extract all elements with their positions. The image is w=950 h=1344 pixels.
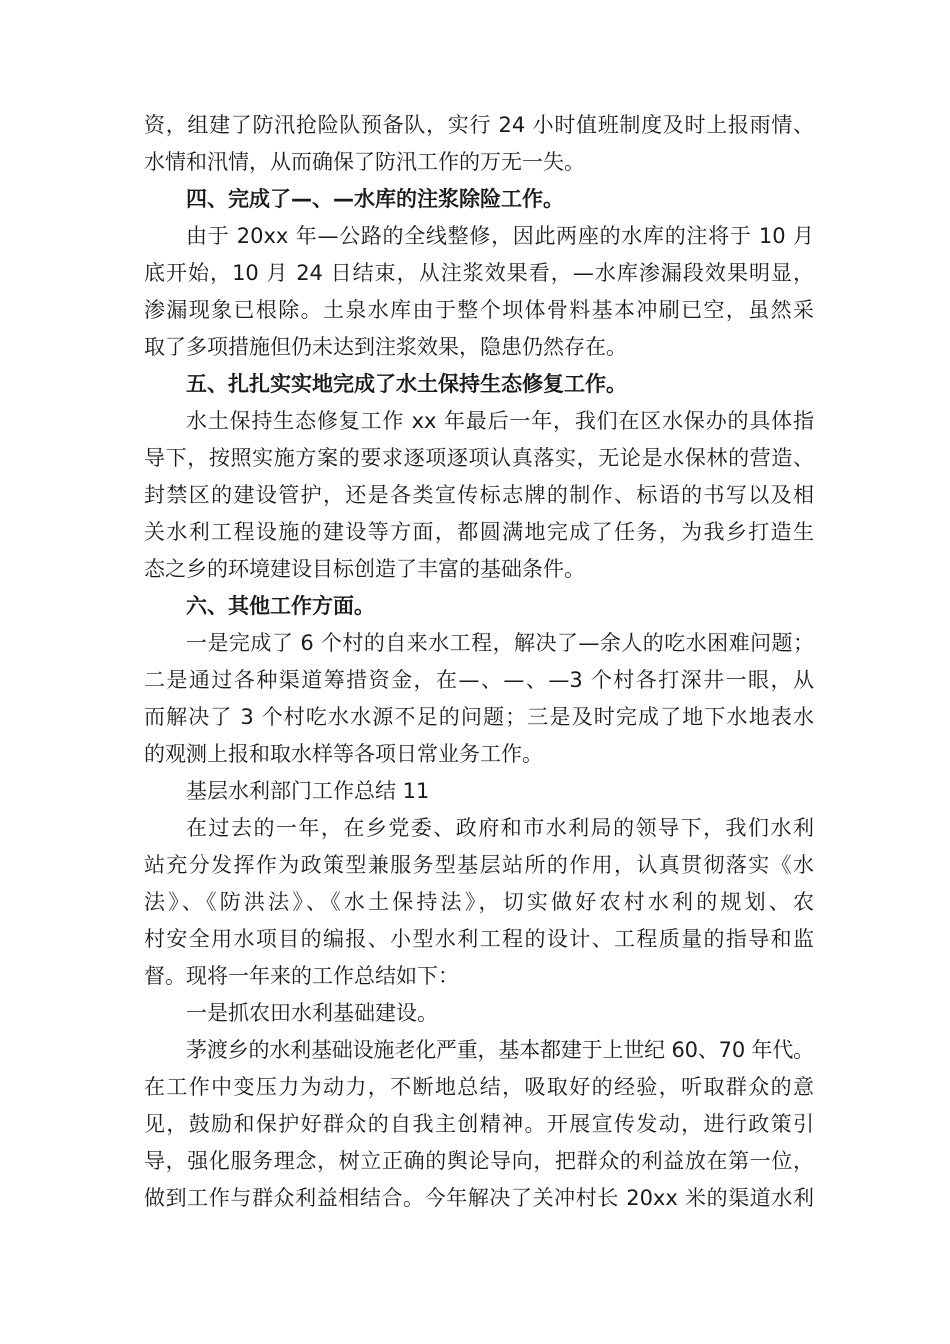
document-body (144, 107, 814, 1217)
paragraph-line: 态之乡的环境建设目标创造了丰富的基础条件。 (144, 557, 585, 581)
paragraph-line: 法》、《防洪法》、《水土保持法》，切实做好农村水利的规划、农 (144, 890, 814, 914)
section-heading: 六、其他工作方面。 (186, 594, 375, 618)
paragraph-line: 村安全用水项目的编报、小型水利工程的设计、工程质量的指导和监 (144, 927, 814, 951)
paragraph-line: 资，组建了防汛抢险队预备队，实行 24 小时值班制度及时上报雨情、 (144, 113, 814, 137)
paragraph-line: 茅渡乡的水利基础设施老化严重，基本都建于上世纪 60、70 年代。 (186, 1038, 814, 1062)
paragraph-line: 二是通过各种渠道筹措资金，在—、—、—3 个村各打深井一眼，从 (144, 668, 814, 692)
paragraph-line: 关水利工程设施的建设等方面，都圆满地完成了任务，为我乡打造生 (144, 520, 814, 544)
paragraph-line: 站充分发挥作为政策型兼服务型基层站所的作用，认真贯彻落实《水 (144, 853, 814, 877)
paragraph-line: 督。现将一年来的工作总结如下： (144, 964, 459, 988)
paragraph-line: 做到工作与群众利益相结合。今年解决了关冲村长 20xx 米的渠道水利 (144, 1186, 814, 1210)
document-title: 基层水利部门工作总结 11 (186, 779, 430, 803)
paragraph-line: 的观测上报和取水样等各项日常业务工作。 (144, 742, 543, 766)
paragraph-line: 水情和汛情，从而确保了防汛工作的万无一失。 (144, 150, 585, 174)
paragraph-line: 底开始，10 月 24 日结束，从注浆效果看，—水库渗漏段效果明显， (144, 261, 814, 285)
paragraph-line: 见，鼓励和保护好群众的自我主创精神。开展宣传发动，进行政策引 (144, 1112, 814, 1136)
paragraph-line: 封禁区的建设管护，还是各类宣传标志牌的制作、标语的书写以及相 (144, 483, 814, 507)
paragraph-line: 水土保持生态修复工作 xx 年最后一年，我们在区水保办的具体指 (186, 409, 814, 433)
paragraph-line: 导，强化服务理念，树立正确的舆论导向，把群众的利益放在第一位， (144, 1149, 814, 1173)
paragraph-line: 在工作中变压力为动力，不断地总结，吸取好的经验，听取群众的意 (144, 1075, 814, 1099)
section-heading: 五、扎扎实实地完成了水土保持生态修复工作。 (186, 372, 627, 396)
paragraph-line: 一是完成了 6 个村的自来水工程，解决了—余人的吃水困难问题； (186, 631, 814, 655)
paragraph-line: 由于 20xx 年—公路的全线整修，因此两座的水库的注将于 10 月 (186, 224, 814, 248)
paragraph-line: 取了多项措施但仍未达到注浆效果，隐患仍然存在。 (144, 335, 627, 359)
section-heading: 四、完成了—、—水库的注浆除险工作。 (186, 187, 564, 211)
paragraph-line: 导下，按照实施方案的要求逐项逐项认真落实，无论是水保林的营造、 (144, 446, 814, 470)
paragraph-line: 一是抓农田水利基础建设。 (186, 1001, 438, 1025)
paragraph-line: 在过去的一年，在乡党委、政府和市水利局的领导下，我们水利 (186, 816, 814, 840)
paragraph-line: 而解决了 3 个村吃水水源不足的问题；三是及时完成了地下水地表水 (144, 705, 814, 729)
paragraph-line: 渗漏现象已根除。土泉水库由于整个坝体骨料基本冲刷已空，虽然采 (144, 298, 814, 322)
